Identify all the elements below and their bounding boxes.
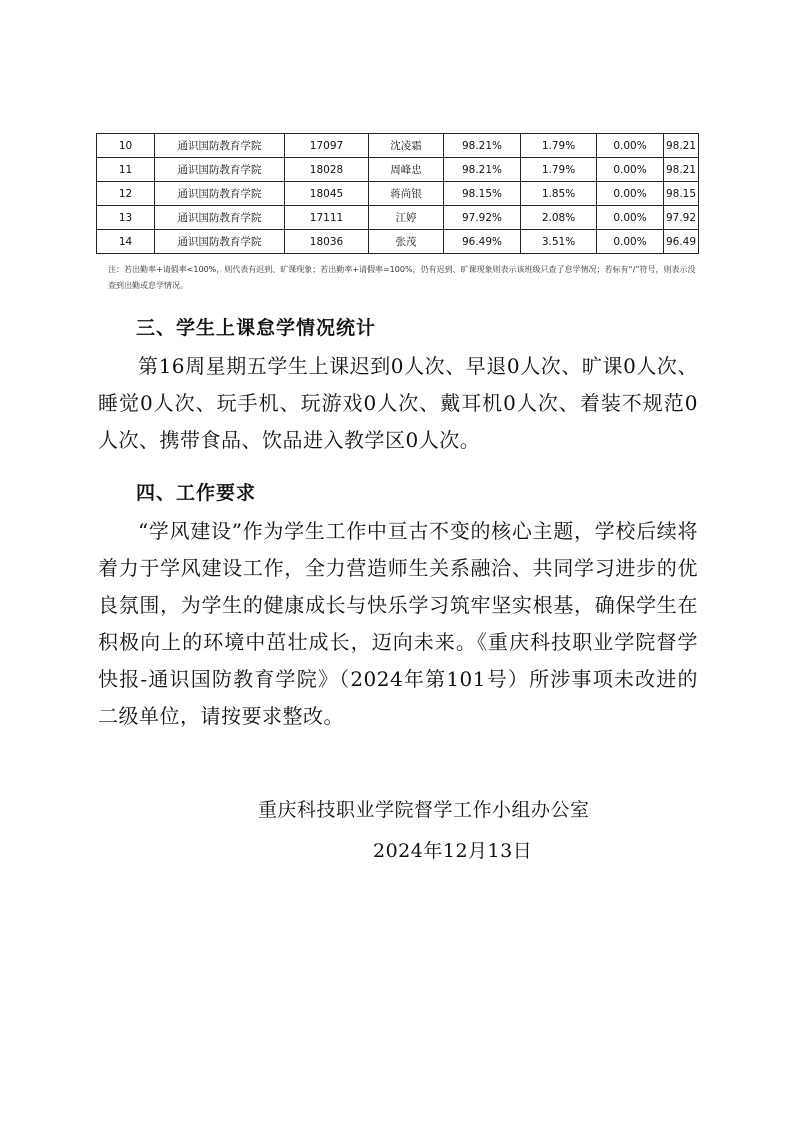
- cell-college-name: 通识国防教育学院: [155, 230, 285, 254]
- cell-leave-rate: 1.79%: [521, 134, 597, 158]
- table-row: [97, 158, 699, 182]
- cell-class-id: 18028: [285, 158, 369, 182]
- cell-absence-rate: 0.00%: [597, 158, 664, 182]
- cell-score: 98.21: [664, 134, 699, 158]
- cell-row-number: 13: [97, 206, 155, 230]
- section4-heading: 四、工作要求: [136, 482, 257, 504]
- table-footnote: 注：若出勤率+请假率<100%，则代表有迟到、旷课现象；若出勤率+请假率=100%，仍有迟到、旷课现象则表示该班级只查了怠学情况；若标有“/”符号，则表示没查到出勤或怠学情况。: [108, 265, 696, 290]
- section4-body: “学风建设”作为学生工作中亘古不变的核心主题，学校后续将着力于学风建设工作，全力营造师生关系融洽、共同学习进步的优良氛围，为学生的健康成长与快乐学习筑牢坚实根基，确保学生在积极向上的环境中茁壮成长，迈向未来。《重庆科技职业学院督学快报-通识国防教育学院》（2024年第101号）所涉事项未改进的二级单位，请按要求整改。: [98, 519, 698, 728]
- cell-row-number: 11: [97, 158, 155, 182]
- cell-leave-rate: 2.08%: [521, 206, 597, 230]
- cell-student-name: 沈凌霜: [369, 134, 444, 158]
- cell-score: 98.15: [664, 182, 699, 206]
- cell-leave-rate: 3.51%: [521, 230, 597, 254]
- cell-score: 97.92: [664, 206, 699, 230]
- table-row: [97, 182, 699, 206]
- table-row: [97, 134, 699, 158]
- cell-college-name: 通识国防教育学院: [155, 206, 285, 230]
- table-row: [97, 206, 699, 230]
- cell-score: 96.49: [664, 230, 699, 254]
- attendance-table: [96, 133, 699, 254]
- cell-college-name: 通识国防教育学院: [155, 134, 285, 158]
- cell-attendance-rate: 98.21%: [444, 134, 521, 158]
- cell-leave-rate: 1.79%: [521, 158, 597, 182]
- cell-class-id: 18045: [285, 182, 369, 206]
- cell-absence-rate: 0.00%: [597, 230, 664, 254]
- signature-office: 重庆科技职业学院督学工作小组办公室: [258, 799, 590, 821]
- cell-attendance-rate: 97.92%: [444, 206, 521, 230]
- cell-class-id: 18036: [285, 230, 369, 254]
- cell-absence-rate: 0.00%: [597, 182, 664, 206]
- cell-student-name: 江婷: [369, 206, 444, 230]
- cell-attendance-rate: 98.21%: [444, 158, 521, 182]
- table-row: [97, 230, 699, 254]
- cell-student-name: 张茂: [369, 230, 444, 254]
- cell-college-name: 通识国防教育学院: [155, 182, 285, 206]
- cell-class-id: 17097: [285, 134, 369, 158]
- cell-score: 98.21: [664, 158, 699, 182]
- cell-leave-rate: 1.85%: [521, 182, 597, 206]
- cell-student-name: 蒋尚银: [369, 182, 444, 206]
- attendance-table-body: [97, 134, 699, 254]
- cell-row-number: 10: [97, 134, 155, 158]
- cell-student-name: 周峰忠: [369, 158, 444, 182]
- cell-class-id: 17111: [285, 206, 369, 230]
- cell-row-number: 12: [97, 182, 155, 206]
- cell-absence-rate: 0.00%: [597, 134, 664, 158]
- section3-heading: 三、学生上课怠学情况统计: [136, 317, 377, 339]
- cell-absence-rate: 0.00%: [597, 206, 664, 230]
- cell-row-number: 14: [97, 230, 155, 254]
- cell-attendance-rate: 96.49%: [444, 230, 521, 254]
- cell-college-name: 通识国防教育学院: [155, 158, 285, 182]
- section3-body: 第16周星期五学生上课迟到0人次、早退0人次、旷课0人次、睡觉0人次、玩手机、玩游戏0人次、戴耳机0人次、着装不规范0人次、携带食品、饮品进入教学区0人次。: [98, 354, 698, 452]
- signature-date: 2024年12月13日: [373, 840, 533, 862]
- cell-attendance-rate: 98.15%: [444, 182, 521, 206]
